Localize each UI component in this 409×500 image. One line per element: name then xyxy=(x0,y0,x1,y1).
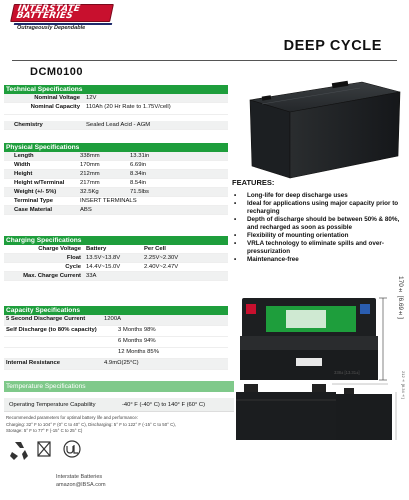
spec-value: 338mm xyxy=(80,153,100,159)
spec-value: 2.40V~2.47V xyxy=(144,264,179,270)
spec-row xyxy=(4,206,228,215)
spec-row xyxy=(4,152,228,161)
features-list xyxy=(230,192,405,264)
section-header: Technical Specifications xyxy=(4,85,228,94)
column-header: Battery xyxy=(86,246,107,252)
spec-row xyxy=(4,188,228,197)
spec-value: INSERT TERMINALS xyxy=(80,198,137,204)
spec-label: Height w/Terminal xyxy=(14,180,65,186)
spec-row xyxy=(4,359,228,370)
header-divider xyxy=(12,60,397,61)
model-number: DCM0100 xyxy=(30,66,84,78)
spec-value: 71.5lbs xyxy=(130,189,149,195)
column-header: Charge Voltage xyxy=(38,246,81,252)
charging-specifications xyxy=(4,236,228,281)
section-header: Capacity Specifications xyxy=(4,306,228,315)
spec-value: 1200A xyxy=(104,316,122,322)
logo-line-1: INTERSTATE xyxy=(16,4,82,14)
spec-row xyxy=(4,326,228,337)
section-header: Physical Specifications xyxy=(4,143,228,152)
side-dimension: 212± [8.34±] xyxy=(401,371,406,399)
feature-item: • Flexibility of mounting orientation xyxy=(230,232,405,239)
spec-row xyxy=(4,179,228,188)
features-title: FEATURES: xyxy=(232,178,275,187)
spec-value: 212mm xyxy=(80,171,100,177)
spec-row xyxy=(4,337,228,348)
spec-value: ABS xyxy=(80,207,92,213)
charge-row-float xyxy=(4,254,228,263)
logo-tagline: Outrageously Dependable xyxy=(17,25,86,31)
spec-value: 170mm xyxy=(80,162,100,168)
rec-line: Charging: 32° F to 104° F (0° C to 40° C), Discharging: 5° F to 122° F (-15° C to 50° C), xyxy=(6,421,176,427)
logo-line-2: BATTERIES xyxy=(15,11,74,21)
spec-value: 8.34in xyxy=(130,171,147,177)
rec-line: Storage: 5° F to 77° F (-15° C to 25° C) xyxy=(6,428,83,433)
logo-wordmark xyxy=(16,6,81,20)
spec-value: 32.5Kg xyxy=(80,189,99,195)
spec-value: 217mm xyxy=(80,180,100,186)
pb-icon xyxy=(38,442,50,456)
spec-label: Nominal Voltage xyxy=(34,95,80,101)
spec-value: 33A xyxy=(86,273,97,279)
feature-item: • Ideal for applications using major capacity prior to recharging xyxy=(230,200,405,215)
spec-value: 14.4V~15.0V xyxy=(86,264,121,270)
capacity-specifications xyxy=(4,306,228,370)
spec-row xyxy=(4,103,228,115)
spec-value: 6.69in xyxy=(130,162,147,168)
spec-label: Width xyxy=(14,162,31,168)
certification-marks xyxy=(8,438,98,470)
footer xyxy=(56,473,106,489)
height-dimension: 170± [6.69±] xyxy=(397,276,404,319)
spec-row xyxy=(4,170,228,179)
length-dimension: 338± [13.31±] xyxy=(334,370,360,375)
spec-value: 2.25V~2.30V xyxy=(144,255,179,261)
spec-label: Operating Temperature Capability xyxy=(9,402,96,408)
page-title: DEEP CYCLE xyxy=(283,38,382,54)
column-header: Per Cell xyxy=(144,246,166,252)
charge-header-row xyxy=(4,245,228,254)
charge-row-cycle xyxy=(4,263,228,272)
spec-label: 5 Second Discharge Current xyxy=(6,316,86,322)
spec-value: 4.9mΩ(25°C) xyxy=(104,360,139,366)
spec-value: 3 Months 98% xyxy=(118,327,156,333)
battery-side-view xyxy=(336,388,392,440)
spec-label: Cycle xyxy=(65,264,81,270)
spec-value xyxy=(137,197,228,205)
spec-value: 13.31in xyxy=(130,153,150,159)
dimension-diagram xyxy=(236,276,406,446)
spec-label: Weight (+/- 5%) xyxy=(14,189,57,195)
spec-row xyxy=(4,94,228,103)
ul-mark-icon xyxy=(64,441,80,457)
recommended-parameters xyxy=(6,415,236,435)
spec-value xyxy=(92,206,228,214)
spec-value: -40° F (-40° C) to 140° F (60° C) xyxy=(122,402,206,408)
spec-row xyxy=(4,161,228,170)
feature-item: • VRLA technology to eliminate spills and over-pressurization xyxy=(230,240,405,255)
spec-value: 12 Months 85% xyxy=(118,349,159,355)
spec-label: Case Material xyxy=(14,207,52,213)
spec-row xyxy=(4,121,228,130)
recycle-icon xyxy=(10,442,28,460)
feature-item: • Depth of discharge should be between 50% & 80%, and recharged as soon as possible xyxy=(230,216,405,231)
technical-specifications xyxy=(4,85,228,130)
temp-row xyxy=(4,398,234,412)
interstate-logo xyxy=(12,4,112,34)
spec-row xyxy=(4,348,228,359)
battery-product-photo xyxy=(232,76,407,182)
spec-row xyxy=(4,197,228,206)
company-name: Interstate Batteries xyxy=(56,474,103,480)
spec-label: Terminal Type xyxy=(14,198,54,204)
spec-label: Max. Charge Current xyxy=(23,273,81,279)
spec-value: 8.54in xyxy=(130,180,147,186)
spec-label: Height xyxy=(14,171,33,177)
physical-specifications xyxy=(4,143,228,215)
temperature-specifications xyxy=(4,381,234,412)
battery-top-view xyxy=(240,298,378,380)
feature-item: • Maintenance-free xyxy=(230,256,405,263)
feature-item: • Long-life for deep discharge uses xyxy=(230,192,405,199)
spec-value: 13.5V~13.8V xyxy=(86,255,121,261)
spec-value: 6 Months 94% xyxy=(118,338,156,344)
contact-email: amazon@IBSA.com xyxy=(56,482,106,488)
section-header: Charging Specifications xyxy=(4,236,228,245)
spec-row xyxy=(4,315,228,326)
features-section xyxy=(230,178,405,265)
spec-label: Internal Resistance xyxy=(6,360,61,366)
spec-value: 12V xyxy=(86,95,97,101)
spec-label: Self Discharge (to 80% capacity) xyxy=(6,327,97,333)
charge-row-max xyxy=(4,272,228,281)
rec-line: Recommended parameters for optimal battery life and performance: xyxy=(6,415,139,420)
spec-value: 110Ah (20 Hr Rate to 1.75V/cell) xyxy=(86,104,171,110)
section-header: Temperature Specifications xyxy=(4,381,234,392)
spec-label: Length xyxy=(14,153,34,159)
spec-value: Sealed Lead Acid - AGM xyxy=(86,122,151,128)
spec-label: Float xyxy=(66,255,81,261)
spec-label: Chemistry xyxy=(14,122,43,128)
battery-front-view xyxy=(236,384,336,440)
spec-label: Nominal Capacity xyxy=(30,104,80,110)
